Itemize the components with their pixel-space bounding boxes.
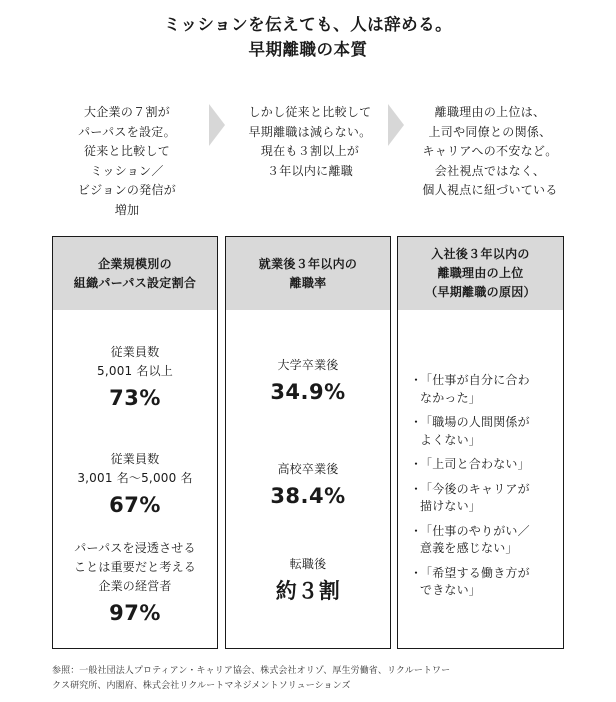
bullet-icon: ・ [410, 481, 423, 496]
stat-item [226, 555, 390, 606]
source-note [52, 664, 567, 693]
column-header [398, 237, 563, 310]
stat-label: 5,001 名以上 [97, 364, 173, 378]
list-item [410, 481, 560, 516]
column-header [53, 237, 217, 310]
reason-line: 「今後のキャリアが [420, 481, 530, 496]
intro-line: 早期離職は減らない。 [248, 124, 372, 139]
header-line: 離職率 [289, 275, 327, 290]
intro-block-2 [220, 103, 400, 181]
stat-label: ことは重要だと考える [73, 560, 196, 574]
header-line: 入社後３年以内の [431, 247, 530, 261]
intro-line: 上司や同僚との関係、 [428, 124, 552, 139]
intro-line: パーパスを設定。 [78, 124, 176, 139]
reason-line: なかった」 [420, 390, 482, 405]
stat-value: 34.9% [270, 380, 346, 404]
reason-line: できない」 [420, 583, 482, 597]
source-line: 参照：一般社団法人プロティアン・キャリア協会、株式会社オリゾ、厚生労働省、リクルートワー [52, 666, 451, 676]
list-item [410, 456, 560, 474]
intro-line: 離職理由の上位は、 [434, 105, 546, 119]
stat-label: 従業員数 [110, 345, 160, 359]
intro-block-3 [400, 103, 580, 201]
stat-label: 企業の経営者 [98, 579, 172, 593]
stat-item [53, 343, 217, 413]
reason-line: 「仕事のやりがい／ [420, 523, 530, 538]
intro-line: 個人視点に紐づいている [422, 183, 558, 197]
stat-label: パーパスを浸透させる [74, 541, 196, 555]
column-turnover-rate [225, 236, 391, 649]
intro-line: キャリアへの不安など。 [422, 144, 558, 158]
stat-label: 3,001 名〜5,000 名 [77, 471, 193, 485]
header-line: 企業規模別の [98, 256, 172, 271]
intro-line: 従来と比較して [83, 144, 171, 158]
stat-label: 転職後 [289, 557, 327, 571]
stat-item [53, 539, 217, 628]
list-item [410, 414, 560, 449]
intro-line: ミッション／ [90, 163, 164, 178]
source-line: クス研究所、内閣府、株式会社リクルートマネジメントソリューションズ [52, 680, 351, 691]
stat-item [226, 460, 390, 511]
intro-block-1 [52, 103, 202, 220]
bullet-icon: ・ [410, 523, 423, 538]
header-line: 離職理由の上位 [437, 266, 524, 280]
list-item [410, 565, 560, 600]
reason-list [410, 372, 560, 607]
stat-item [53, 450, 217, 520]
bullet-icon: ・ [410, 373, 423, 387]
stat-value: 73% [109, 386, 161, 410]
reason-line: 「希望する働き方が [420, 565, 530, 580]
column-turnover-reasons [397, 236, 564, 649]
page-title [0, 12, 616, 62]
stat-label: 高校卒業後 [277, 462, 339, 476]
intro-line: ３年以内に離職 [266, 163, 354, 178]
reason-line: 「仕事が自分に合わ [420, 373, 530, 387]
list-item [410, 372, 560, 407]
title-line-1: ミッションを伝えても、人は辞める。 [163, 15, 453, 34]
reason-line: よくない」 [420, 432, 482, 447]
bullet-icon: ・ [410, 457, 423, 471]
bullet-icon: ・ [410, 415, 423, 429]
reason-line: 描けない」 [420, 499, 482, 513]
intro-line: ビジョンの発信が [77, 183, 177, 197]
column-purpose-rate [52, 236, 218, 649]
stat-value: 約３割 [275, 579, 341, 603]
stat-value: 38.4% [270, 484, 346, 508]
stat-item [226, 356, 390, 407]
reason-line: 「上司と合わない」 [420, 457, 530, 471]
stat-label: 従業員数 [110, 452, 160, 466]
intro-line: しかし従来と比較して [248, 105, 372, 119]
list-item [410, 523, 560, 558]
reason-line: 意義を感じない」 [420, 541, 518, 555]
bullet-icon: ・ [410, 565, 423, 580]
intro-line: 現在も３割以上が [260, 144, 360, 158]
header-line: 就業後３年以内の [258, 256, 358, 271]
header-line: （早期離職の原因） [425, 285, 536, 299]
intro-line: 大企業の７割が [83, 105, 171, 119]
title-line-2: 早期離職の本質 [248, 40, 368, 59]
column-header [226, 237, 390, 310]
intro-line: 増加 [114, 202, 140, 217]
intro-line: 会社視点ではなく、 [434, 163, 546, 178]
reason-line: 「職場の人間関係が [420, 415, 530, 429]
header-line: 組織パーパス設定割合 [73, 275, 197, 290]
stat-value: 67% [109, 493, 161, 517]
stat-value: 97% [109, 601, 161, 625]
stat-label: 大学卒業後 [277, 358, 339, 372]
